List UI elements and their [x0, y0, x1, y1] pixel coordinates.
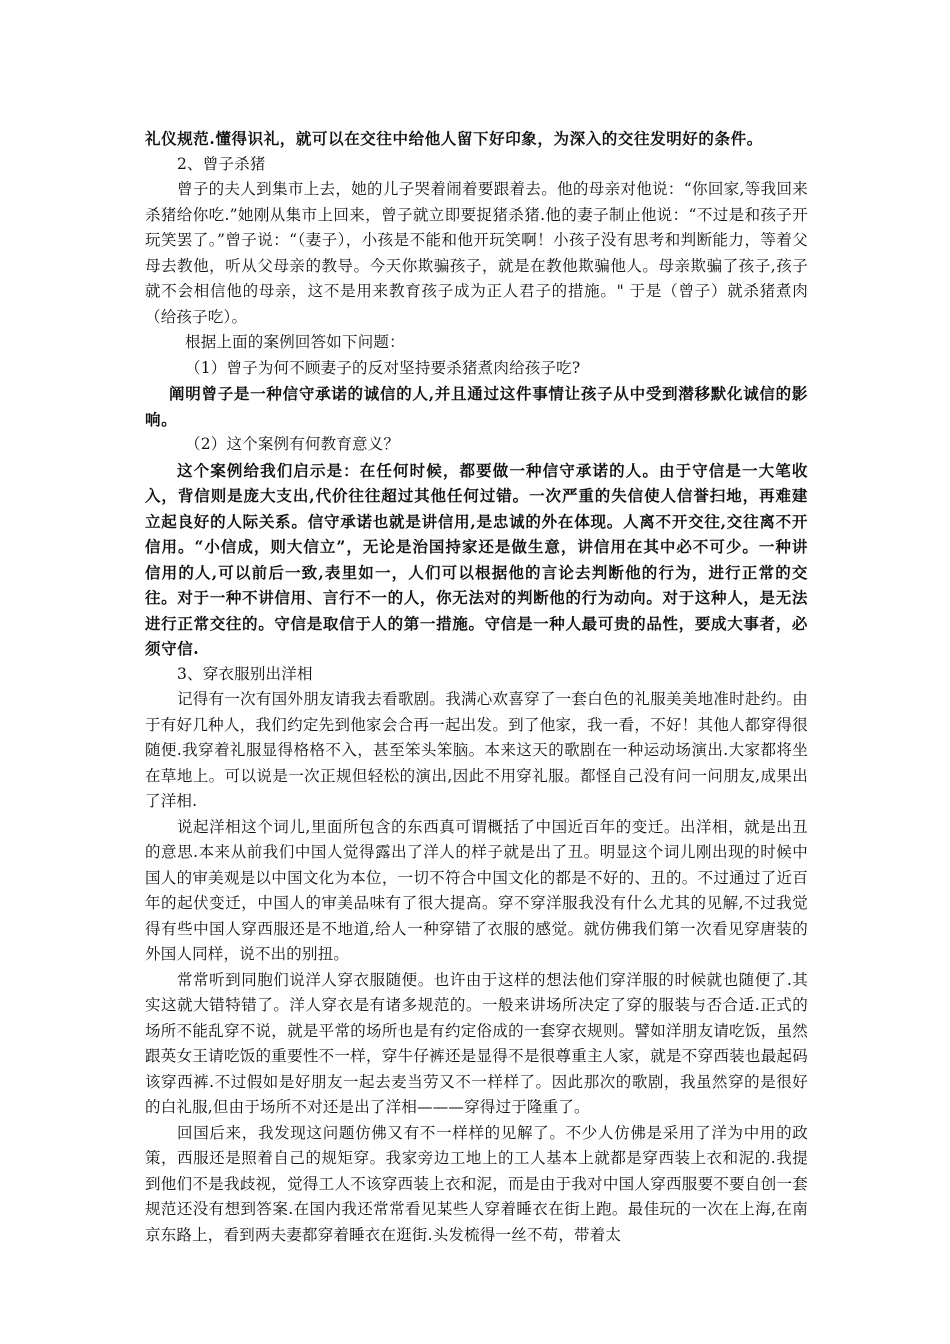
paragraph-opera: 记得有一次有国外朋友请我去看歌剧。我满心欢喜穿了一套白色的礼服美美地准时赴约。由于有好几种人，我们约定先到他家会合再一起出发。到了他家，我一看，不好！其他人都穿得很随便.我穿着礼服显得格格不入，甚至笨头笨脑。本来这天的歌剧在一种运动场演出.大家都将坐在草地上。可以说是一次正规但轻松的演出,因此不用穿礼服。都怪自己没有问一问朋友,成果出了洋相. [145, 690, 808, 810]
paragraph-question-intro: 根据上面的案例回答如下问题： [185, 333, 405, 351]
answer-2: 这个案例给我们启示是：在任何时候，都要做一种信守承诺的人。由于守信是一大笔收入，背信则是庞大支出,代价往往超过其他任何过错。一次严重的失信使人信誉扫地，再难建立起良好的人际关系。信守承诺也就是讲信用,是忠诚的外在体现。人离不开交往,交往离不开信用。“小信成，则大信立”，无论是治国持家还是做生意，讲信用在其中必不可少。一种讲信用的人,可以前后一致,表里如一，人们可以根据他的言论去判断他的行为，进行正常的交往。对于一种不讲信用、言行不一的人，你无法对的判断他的行为动向。对于这种人，是无法进行正常交往的。守信是取信于人的第一措施。守信是一种人最可贵的品性，要成大事者，必须守信. [145, 460, 808, 658]
question-1: （1）曾子为何不顾妻子的反对坚持要杀猪煮肉给孩子吃? [185, 358, 581, 377]
paragraph-dress-rules: 常常听到同胞们说洋人穿衣服随便。也许由于这样的想法他们穿洋服的时候就也随便了.其实这就大错特错了。洋人穿衣是有诸多规范的。一般来讲场所决定了穿的服装与否合适.正式的场所不能乱穿不说，就是平常的场所也是有约定俗成的一套穿衣规则。譬如洋朋友请吃饭，虽然跟英女王请吃饭的重要性不一样，穿牛仔裤还是显得不是很尊重主人家，就是不穿西装也最起码该穿西裤.不过假如是好朋友一起去麦当劳又不一样样了。因此那次的歌剧，我虽然穿的是很好的白礼服,但由于场所不对还是出了洋相———穿得过于隆重了。 [145, 970, 808, 1116]
paragraph-etiquette-end: 礼仪规范.懂得识礼，就可以在交往中给他人留下好印象，为深入的交往发明好的条件。 [145, 129, 763, 148]
paragraph-zengzi-story: 曾子的夫人到集市上去，她的儿子哭着闹着要跟着去。他的母亲对他说：“你回家,等我回来杀猪给你吃.”她刚从集市上回来，曾子就立即要捉猪杀猪.他的妻子制止他说：“不过是和孩子开玩笑罢了。”曾子说：“（妻子），小孩是不能和他开玩笑啊！小孩子没有思考和判断能力，等着父母去教他，听从父母亲的教导。今天你欺骗孩子，就是在教他欺骗他人。母亲欺骗了孩子,孩子就不会相信他的母亲，这不是用来教育孩子成为正人君子的措施。" 于是（曾子）就杀猪煮肉（给孩子吃）。 [145, 180, 808, 326]
section-heading-clothing: 3、穿衣服别出洋相 [177, 664, 313, 683]
answer-1: 阐明曾子是一种信守承诺的诚信的人,并且通过这件事情让孩子从中受到潜移默化诚信的影响。 [145, 384, 808, 429]
question-2: （2）这个案例有何教育意义？ [185, 435, 400, 453]
paragraph-back-home: 回国后来，我发现这问题仿佛又有不一样样的见解了。不少人仿佛是采用了洋为中用的政策，西服还是照着自己的规矩穿。我家旁边工地上的工人基本上就都是穿西装上衣和泥的.我提到他们不是我歧视，觉得工人不该穿西装上衣和泥，而是由于我对中国人穿西服要不要自创一套规范还没有想到答案.在国内我还常常看见某些人穿着睡衣在街上跑。最佳玩的一次在上海,在南京东路上，看到两夫妻都穿着睡衣在逛街.头发梳得一丝不苟，带着太 [145, 1123, 808, 1244]
section-heading-zengzi: 2、曾子杀猪 [177, 154, 266, 173]
paragraph-yangxiang: 说起洋相这个词儿,里面所包含的东西真可谓概括了中国近百年的变迁。出洋相，就是出丑的意思.本来从前我们中国人觉得露出了洋人的样子就是出了丑。明显这个词儿刚出现的时候中国人的审美观是以中国文化为本位，一切不符合中国文化的都是不好的、丑的。不过通过了近百年的起伏变迁，中国人的审美品味有了很大提高。穿不穿洋服我没有什么尤其的见解,不过我觉得有些中国人穿西服还是不地道,给人一种穿错了衣服的感觉。就仿佛我们第一次看见穿唐装的外国人同样，说不出的别扭。 [145, 817, 808, 963]
document-page [145, 126, 808, 1248]
